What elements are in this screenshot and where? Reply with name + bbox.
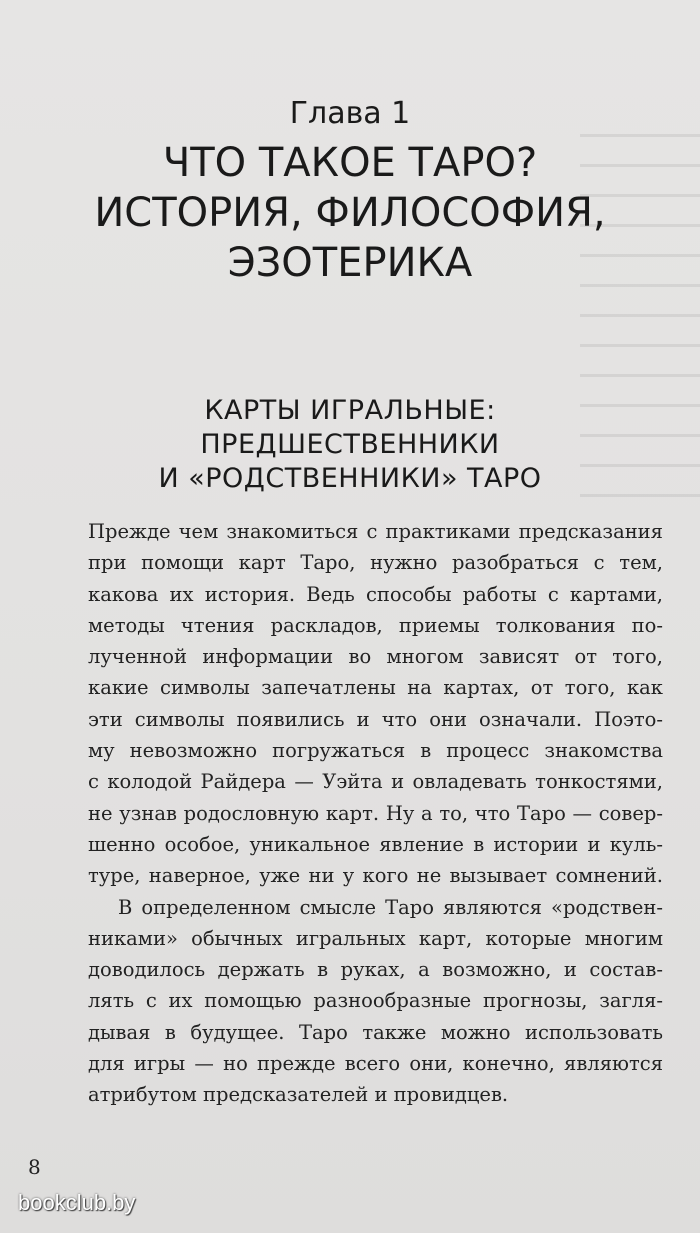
text-line: методы чтения раскладов, приемы толкования по-	[88, 613, 663, 637]
paragraph-2	[88, 892, 663, 1111]
text-line: никами» обычных игральных карт, которые многим	[88, 926, 663, 950]
chapter-label: Глава 1	[289, 96, 411, 131]
text-line: Прежде чем знакомиться с практиками предсказания	[88, 520, 663, 543]
text-line: какие символы запечатлены на картах, от того, как	[88, 676, 663, 700]
text-line: доводилось держать в руках, а возможно, и состав-	[88, 958, 663, 982]
chapter-title-line: ИСТОРИЯ, ФИЛОСОФИЯ,	[94, 190, 606, 236]
text-line: какова их история. Ведь способы работы с картами,	[88, 582, 663, 606]
chapter-title	[0, 138, 700, 288]
section-title	[0, 394, 700, 496]
text-line: шенно особое, уникальное явление в истории и куль-	[88, 832, 663, 856]
body-text	[88, 516, 663, 1111]
text-line: с колодой Райдера — Уэйта и овладевать тонкостями,	[88, 770, 663, 794]
text-line: атрибутом предсказателей и провидцев.	[88, 1083, 509, 1107]
paragraph-1	[88, 516, 663, 892]
section-title-line: КАРТЫ ИГРАЛЬНЫЕ:	[204, 395, 496, 426]
text-line: туре, наверное, уже ни у кого не вызывает сомнений.	[88, 864, 663, 888]
text-line: не узнав родословную карт. Ну а то, что Таро — совер-	[88, 801, 663, 825]
text-line: для игры — но прежде всего они, конечно, являются	[88, 1052, 663, 1076]
text-line: лять с их помощью разнообразные прогнозы, загля-	[88, 989, 663, 1013]
text-line: эти символы появились и что они означали. Поэто-	[88, 707, 663, 731]
chapter-title-line: ЭЗОТЕРИКА	[227, 240, 473, 286]
section-title-line: И «РОДСТВЕННИКИ» ТАРО	[158, 463, 542, 494]
text-line: дывая в будущее. Таро также можно использовать	[88, 1020, 663, 1044]
text-line: лученной информации во многом зависят от того,	[88, 645, 663, 669]
page-number: 8	[28, 1155, 41, 1179]
text-line: В определенном смысле Таро являются «родствен-	[118, 895, 663, 919]
watermark: bookclub.by	[18, 1190, 136, 1215]
text-line: при помощи карт Таро, нужно разобраться с тем,	[88, 551, 663, 575]
chapter-title-line: ЧТО ТАКОЕ ТАРО?	[162, 140, 538, 186]
section-title-line: ПРЕДШЕСТВЕННИКИ	[200, 429, 500, 460]
text-line: му невозможно погружаться в процесс знакомства	[88, 739, 663, 763]
